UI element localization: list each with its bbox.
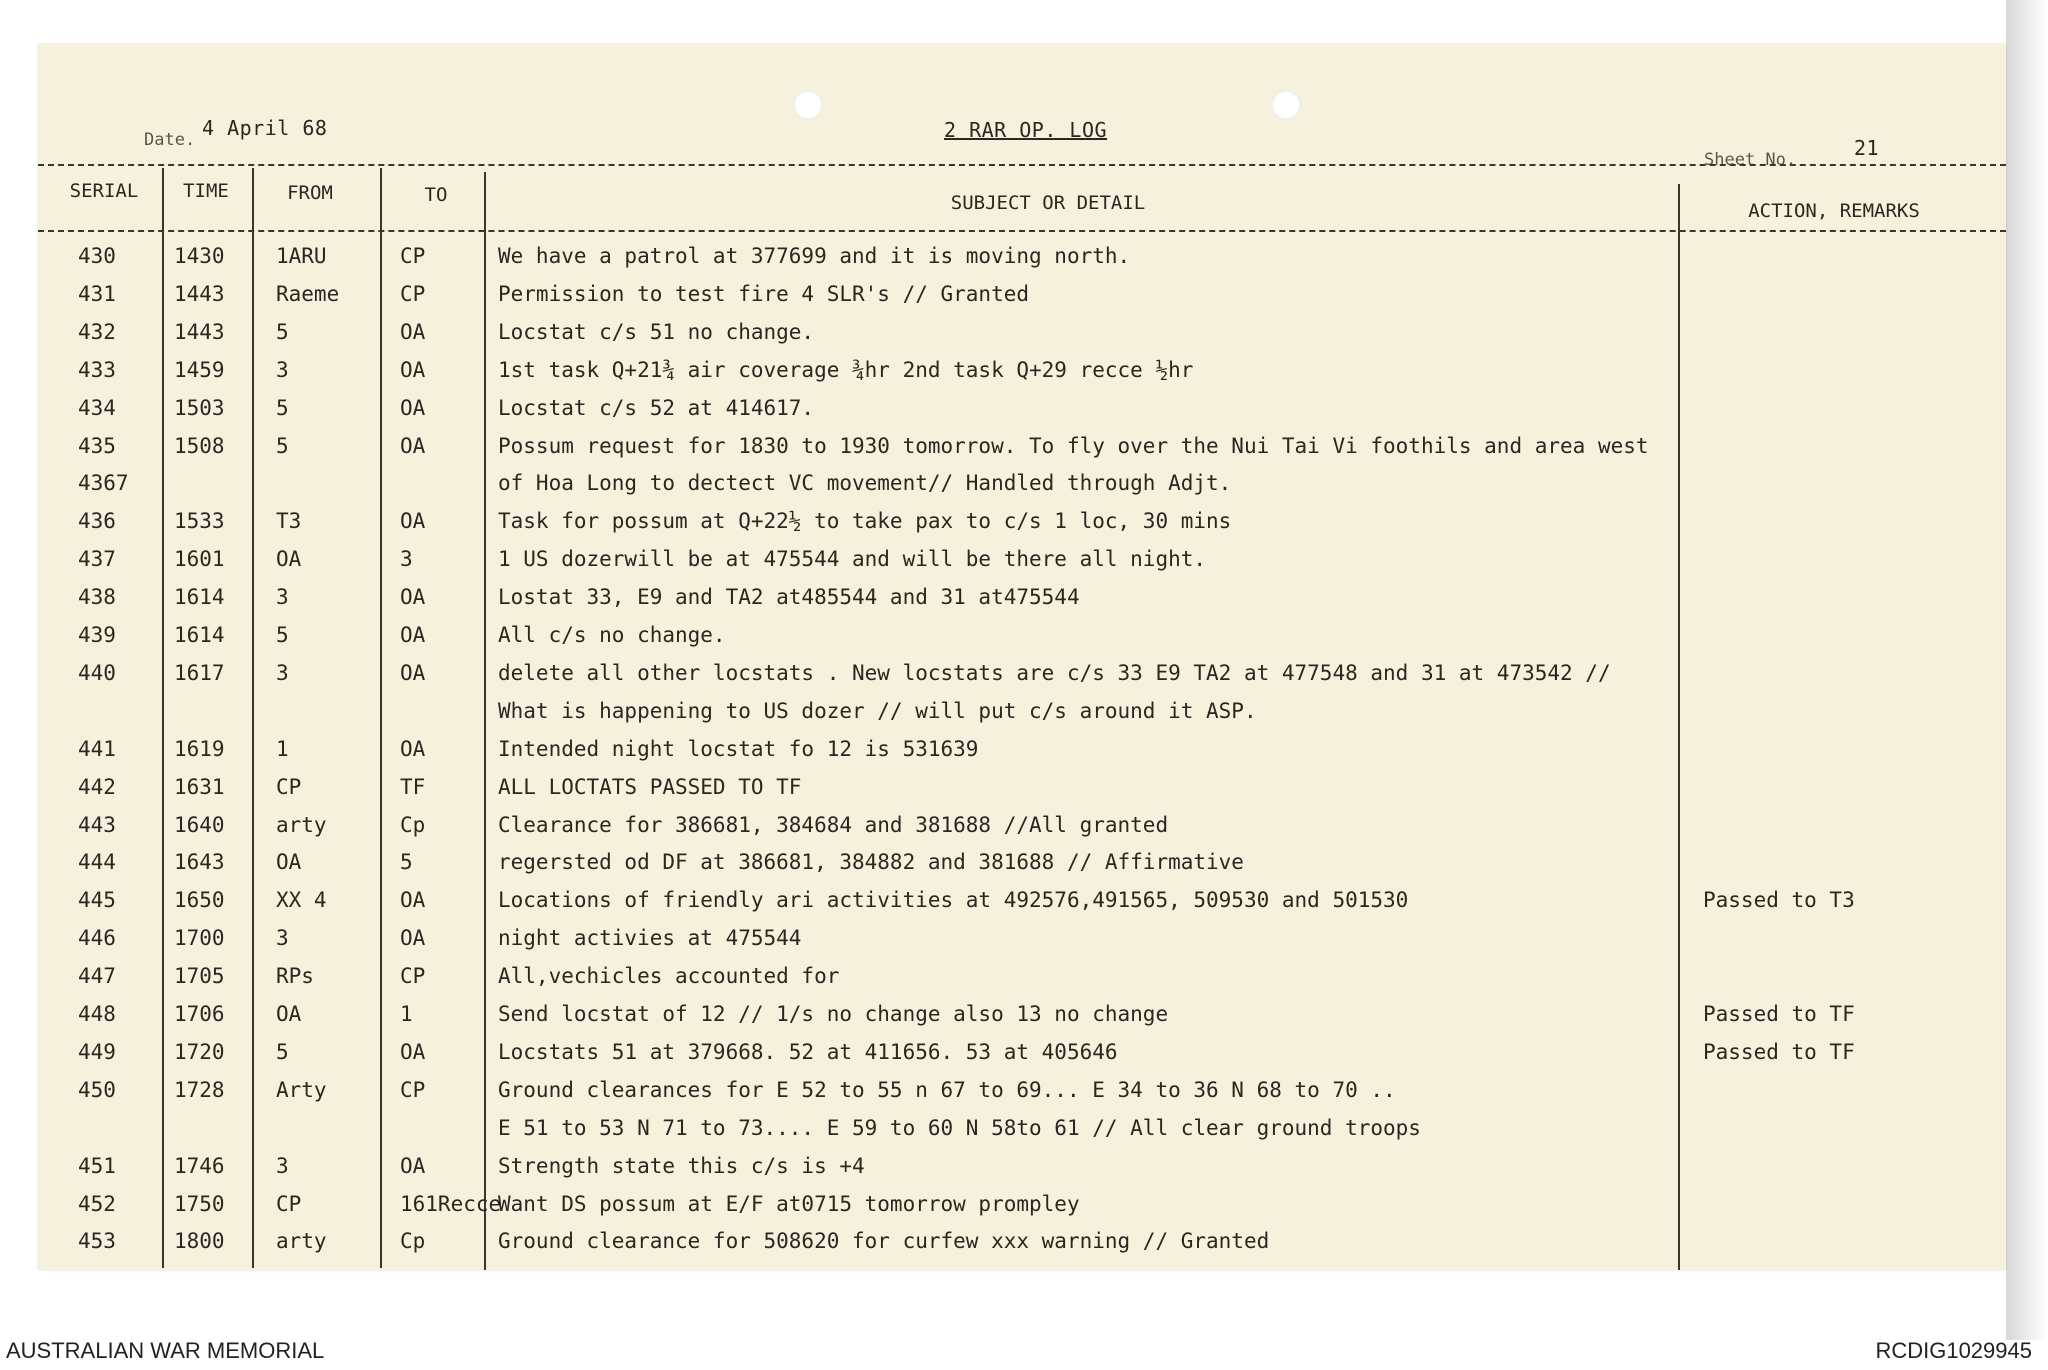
detail-cell: 1st task Q+21¾ air coverage ¾hr 2nd task Q+29 recce ½hr: [498, 357, 1194, 382]
table-row: [38, 775, 2006, 811]
log-sheet: [38, 44, 2006, 1270]
punch-hole: [1271, 90, 1301, 120]
detail-cell: Locstat c/s 51 no change.: [498, 319, 815, 344]
table-row: [38, 661, 2006, 697]
serial-cell: 440: [78, 660, 116, 685]
time-cell: 1459: [174, 357, 225, 382]
col-from: FROM: [287, 182, 333, 204]
serial-cell: 443: [78, 812, 116, 837]
from-cell: 5: [276, 623, 289, 647]
from-cell: 3: [276, 926, 289, 951]
col-time: TIME: [183, 180, 229, 202]
to-cell: CP: [400, 964, 426, 989]
from-cell: OA: [276, 1002, 302, 1026]
serial-cell: 441: [78, 736, 116, 761]
table-row: [38, 1040, 2006, 1076]
table-row: [38, 699, 2006, 735]
detail-cell: What is happening to US dozer // will put c/s around it ASP.: [498, 698, 1257, 723]
time-cell: 1614: [174, 585, 225, 610]
table-row: [38, 1154, 2006, 1190]
table-row: [38, 964, 2006, 1000]
table-row: [38, 471, 2006, 507]
time-cell: 1508: [174, 433, 225, 458]
time-cell: 1706: [174, 1002, 225, 1026]
to-cell: OA: [400, 585, 426, 610]
time-cell: 1614: [174, 623, 225, 647]
table-row: [38, 926, 2006, 962]
to-cell: 3: [400, 547, 413, 572]
date-value: 4 April 68: [202, 116, 328, 140]
sheet-label: Sheet No.: [1704, 150, 1797, 170]
to-cell: CP: [400, 244, 426, 268]
table-row: [38, 509, 2006, 545]
to-cell: OA: [400, 736, 426, 761]
from-cell: 5: [276, 433, 289, 458]
table-row: [38, 358, 2006, 394]
table-row: [38, 547, 2006, 583]
time-cell: 1443: [174, 319, 225, 344]
to-cell: OA: [400, 357, 426, 382]
serial-cell: 435: [78, 433, 116, 458]
sheet-number: 21: [1854, 136, 1880, 160]
table-row: [38, 244, 2006, 280]
detail-cell: Strength state this c/s is +4: [498, 1153, 865, 1178]
col-serial: SERIAL: [69, 180, 139, 202]
table-row: [38, 1002, 2006, 1038]
header-rule-top: [38, 164, 2006, 166]
table-row: [38, 1192, 2006, 1228]
detail-cell: Ground clearance for 508620 for curfew xxx warning // Granted: [498, 1229, 1270, 1254]
time-cell: 1631: [174, 774, 225, 799]
from-cell: XX 4: [276, 888, 327, 913]
serial-cell: 451: [78, 1153, 116, 1178]
detail-cell: Task for possum at Q+22½ to take pax to c/s 1 loc, 30 mins: [498, 509, 1232, 534]
to-cell: OA: [400, 1153, 426, 1178]
from-cell: T3: [276, 509, 302, 534]
to-cell: CP: [400, 281, 426, 306]
action-cell: Passed to TF: [1703, 1002, 1855, 1026]
serial-cell: 4367: [78, 471, 129, 496]
time-cell: 1430: [174, 244, 225, 268]
serial-cell: 453: [78, 1229, 116, 1254]
to-cell: OA: [400, 319, 426, 344]
table-row: [38, 282, 2006, 318]
detail-cell: of Hoa Long to dectect VC movement// Handled through Adjt.: [498, 471, 1232, 496]
table-row: [38, 1078, 2006, 1114]
detail-cell: 1 US dozerwill be at 475544 and will be there all night.: [498, 547, 1207, 572]
serial-cell: 437: [78, 547, 116, 572]
table-row: [38, 813, 2006, 849]
serial-cell: 445: [78, 888, 116, 913]
detail-cell: Lostat 33, E9 and TA2 at485544 and 31 at475544: [498, 585, 1080, 610]
from-cell: Arty: [276, 1077, 327, 1102]
serial-cell: 430: [78, 244, 116, 268]
from-cell: 5: [276, 1039, 289, 1064]
serial-cell: 447: [78, 964, 116, 989]
to-cell: Cp: [400, 812, 426, 837]
to-cell: OA: [400, 623, 426, 647]
detail-cell: Locations of friendly ari activities at 492576,491565, 509530 and 501530: [498, 888, 1409, 913]
serial-cell: 438: [78, 585, 116, 610]
to-cell: Cp: [400, 1229, 426, 1254]
serial-cell: 431: [78, 281, 116, 306]
table-row: [38, 737, 2006, 773]
header-rule-bottom: [38, 230, 2006, 232]
archive-credit: AUSTRALIAN WAR MEMORIAL: [6, 1338, 325, 1363]
serial-cell: 444: [78, 850, 116, 875]
from-cell: 3: [276, 1153, 289, 1178]
table-row: [38, 1116, 2006, 1152]
to-cell: OA: [400, 509, 426, 534]
from-cell: 1ARU: [276, 244, 327, 268]
detail-cell: delete all other locstats . New locstats are c/s 33 E9 TA2 at 477548 and 31 at 473542 //: [498, 660, 1611, 685]
to-cell: TF: [400, 774, 426, 799]
detail-cell: Intended night locstat fo 12 is 531639: [498, 736, 979, 761]
detail-cell: All c/s no change.: [498, 623, 726, 647]
date-label: Date.: [144, 130, 196, 150]
serial-cell: 432: [78, 319, 116, 344]
from-cell: arty: [276, 812, 327, 837]
detail-cell: All,vechicles accounted for: [498, 964, 840, 989]
time-cell: 1746: [174, 1153, 225, 1178]
from-cell: 3: [276, 585, 289, 610]
from-cell: OA: [276, 850, 302, 875]
from-cell: 1: [276, 736, 289, 761]
serial-cell: 436: [78, 509, 116, 534]
serial-cell: 433: [78, 357, 116, 382]
from-cell: OA: [276, 547, 302, 572]
detail-cell: Locstat c/s 52 at 414617.: [498, 395, 815, 420]
to-cell: OA: [400, 926, 426, 951]
detail-cell: night activies at 475544: [498, 926, 802, 951]
detail-cell: Clearance for 386681, 384684 and 381688 //All granted: [498, 812, 1169, 837]
detail-cell: Permission to test fire 4 SLR's // Granted: [498, 281, 1030, 306]
detail-cell: Want DS possum at E/F at0715 tomorrow prompley: [498, 1191, 1080, 1216]
serial-cell: 450: [78, 1077, 116, 1102]
serial-cell: 448: [78, 1002, 116, 1026]
detail-cell: ALL LOCTATS PASSED TO TF: [498, 774, 802, 799]
from-cell: CP: [276, 774, 302, 799]
from-cell: arty: [276, 1229, 327, 1254]
time-cell: 1619: [174, 736, 225, 761]
from-cell: CP: [276, 1191, 302, 1216]
table-row: [38, 396, 2006, 432]
time-cell: 1601: [174, 547, 225, 572]
to-cell: OA: [400, 395, 426, 420]
time-cell: 1503: [174, 395, 225, 420]
to-cell: OA: [400, 433, 426, 458]
time-cell: 1643: [174, 850, 225, 875]
time-cell: 1728: [174, 1077, 225, 1102]
to-cell: 161Recce: [400, 1191, 502, 1216]
from-cell: Raeme: [276, 281, 340, 306]
time-cell: 1720: [174, 1039, 225, 1064]
to-cell: 1: [400, 1002, 413, 1026]
time-cell: 1700: [174, 926, 225, 951]
col-subject: SUBJECT OR DETAIL: [950, 192, 1146, 214]
detail-cell: regersted od DF at 386681, 384882 and 381688 // Affirmative: [498, 850, 1244, 875]
table-row: [38, 888, 2006, 924]
to-cell: 5: [400, 850, 413, 875]
serial-cell: 446: [78, 926, 116, 951]
time-cell: 1443: [174, 281, 225, 306]
to-cell: OA: [400, 660, 426, 685]
col-to: TO: [424, 184, 448, 206]
from-cell: 5: [276, 319, 289, 344]
action-cell: Passed to T3: [1703, 888, 1855, 913]
time-cell: 1800: [174, 1229, 225, 1254]
table-row: [38, 623, 2006, 659]
from-cell: 5: [276, 395, 289, 420]
table-row: [38, 850, 2006, 886]
table-row: [38, 1229, 2006, 1265]
table-row: [38, 434, 2006, 470]
table-row: [38, 320, 2006, 356]
time-cell: 1640: [174, 812, 225, 837]
to-cell: OA: [400, 888, 426, 913]
from-cell: 3: [276, 357, 289, 382]
time-cell: 1705: [174, 964, 225, 989]
from-cell: RPs: [276, 964, 314, 989]
punch-hole: [793, 90, 823, 120]
scan-edge: [2006, 0, 2048, 1340]
page-title: 2 RAR OP. LOG: [944, 118, 1108, 142]
action-cell: Passed to TF: [1703, 1039, 1855, 1064]
detail-cell: Possum request for 1830 to 1930 tomorrow. To fly over the Nui Tai Vi foothils and area west: [498, 433, 1649, 458]
detail-cell: Ground clearances for E 52 to 55 n 67 to 69... E 34 to 36 N 68 to 70 ..: [498, 1077, 1396, 1102]
detail-cell: Send locstat of 12 // 1/s no change also 13 no change: [498, 1002, 1169, 1026]
time-cell: 1650: [174, 888, 225, 913]
serial-cell: 439: [78, 623, 116, 647]
time-cell: 1617: [174, 660, 225, 685]
serial-cell: 449: [78, 1039, 116, 1064]
from-cell: 3: [276, 660, 289, 685]
detail-cell: Locstats 51 at 379668. 52 at 411656. 53 at 405646: [498, 1039, 1118, 1064]
col-action: ACTION, REMARKS: [1748, 200, 1920, 222]
serial-cell: 434: [78, 395, 116, 420]
serial-cell: 452: [78, 1191, 116, 1216]
time-cell: 1533: [174, 509, 225, 534]
to-cell: CP: [400, 1077, 426, 1102]
to-cell: OA: [400, 1039, 426, 1064]
detail-cell: We have a patrol at 377699 and it is moving north.: [498, 244, 1131, 268]
serial-cell: 442: [78, 774, 116, 799]
detail-cell: E 51 to 53 N 71 to 73.... E 59 to 60 N 58to 61 // All clear ground troops: [498, 1115, 1421, 1140]
table-row: [38, 585, 2006, 621]
time-cell: 1750: [174, 1191, 225, 1216]
document-id: RCDIG1029945: [1875, 1338, 2032, 1363]
